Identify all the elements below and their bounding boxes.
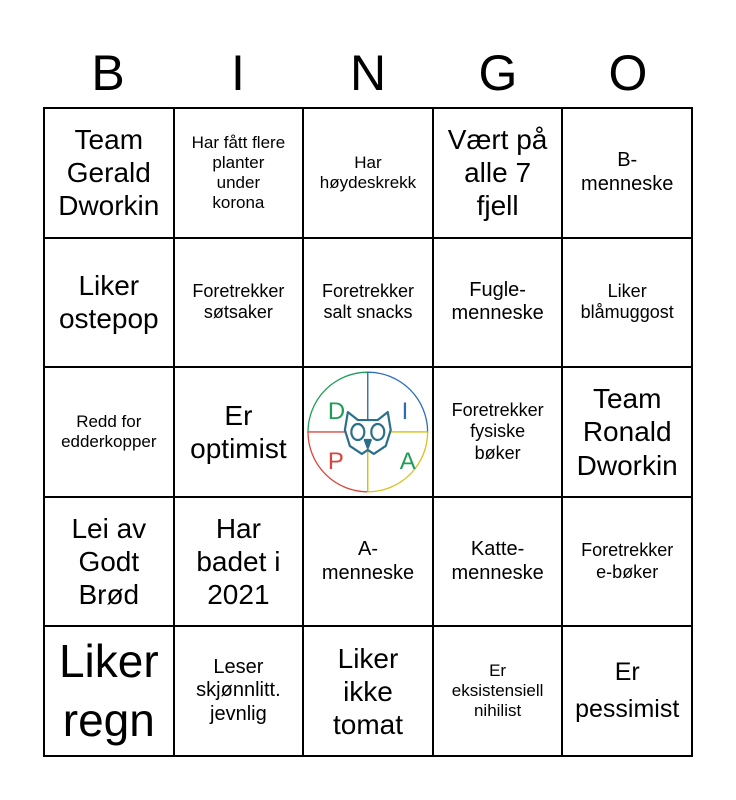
bingo-grid bbox=[43, 107, 693, 757]
bingo-cell[interactable]: Liker blåmuggost bbox=[562, 238, 692, 368]
header-letter-o: O bbox=[608, 45, 648, 101]
header-letter-i: I bbox=[231, 45, 245, 101]
bingo-header bbox=[43, 40, 693, 106]
bingo-cell[interactable]: Liker ikke tomat bbox=[303, 626, 433, 756]
bingo-cell[interactable]: Fugle- menneske bbox=[433, 238, 563, 368]
bingo-cell[interactable]: Har fått flere planter under korona bbox=[174, 108, 304, 238]
bingo-cell[interactable]: Leser skjønnlitt. jevnlig bbox=[174, 626, 304, 756]
bingo-cell[interactable]: Har badet i 2021 bbox=[174, 497, 304, 627]
bingo-cell[interactable]: Liker regn bbox=[44, 626, 174, 756]
bingo-cell[interactable]: Har høydeskrekk bbox=[303, 108, 433, 238]
disc-owl-logo-icon bbox=[304, 368, 432, 496]
bingo-cell[interactable]: Foretrekker salt snacks bbox=[303, 238, 433, 368]
header-letter-g: G bbox=[478, 45, 518, 101]
bingo-cell[interactable]: A- menneske bbox=[303, 497, 433, 627]
bingo-cell[interactable]: Katte- menneske bbox=[433, 497, 563, 627]
bingo-cell[interactable]: Er optimist bbox=[174, 367, 304, 497]
free-space-logo bbox=[303, 367, 433, 497]
bingo-cell[interactable]: Foretrekker e-bøker bbox=[562, 497, 692, 627]
bingo-cell[interactable]: Redd for edderkopper bbox=[44, 367, 174, 497]
logo-letter-a: A bbox=[399, 447, 416, 475]
logo-letter-p: P bbox=[328, 447, 345, 475]
header-letter-n: N bbox=[349, 45, 387, 101]
logo-letter-d: D bbox=[328, 398, 346, 426]
bingo-cell[interactable]: Vært på alle 7 fjell bbox=[433, 108, 563, 238]
bingo-cell[interactable]: B- menneske bbox=[562, 108, 692, 238]
bingo-cell[interactable]: Team Ronald Dworkin bbox=[562, 367, 692, 497]
bingo-cell[interactable]: Er eksistensiell nihilist bbox=[433, 626, 563, 756]
bingo-cell[interactable]: Liker ostepop bbox=[44, 238, 174, 368]
bingo-cell[interactable]: Er pessimist bbox=[562, 626, 692, 756]
bingo-cell[interactable]: Foretrekker fysiske bøker bbox=[433, 367, 563, 497]
bingo-cell[interactable]: Lei av Godt Brød bbox=[44, 497, 174, 627]
logo-letter-i: I bbox=[401, 398, 409, 426]
bingo-cell[interactable]: Foretrekker søtsaker bbox=[174, 238, 304, 368]
header-letter-b: B bbox=[91, 45, 125, 101]
bingo-cell[interactable]: Team Gerald Dworkin bbox=[44, 108, 174, 238]
